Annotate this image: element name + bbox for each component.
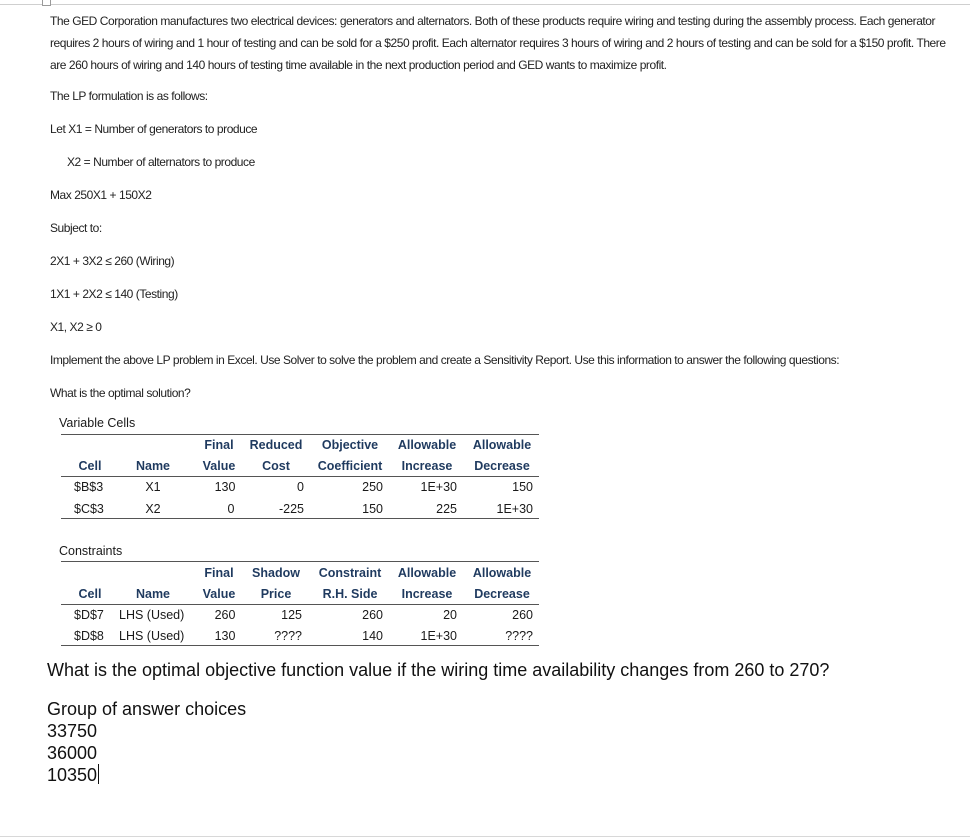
vc-row1-cell: $B$3 bbox=[74, 480, 104, 494]
ct-row2-allow-dec: ???? bbox=[505, 629, 533, 643]
ct-row2-shadow: ???? bbox=[274, 629, 302, 643]
variable-cells-top-rule bbox=[61, 434, 539, 435]
vc-row2-allow-inc: 225 bbox=[436, 502, 457, 516]
ct-row2-allow-inc: 1E+30 bbox=[420, 629, 457, 643]
ct-header-increase: Increase bbox=[401, 587, 453, 601]
vc-header-top-allow-inc: Allowable bbox=[397, 438, 457, 452]
constraints-bottom-rule bbox=[61, 645, 539, 646]
ct-header-top-constraint: Constraint bbox=[318, 566, 382, 580]
vc-row2-reduced: -225 bbox=[278, 502, 304, 516]
answer-choice-1[interactable]: 33750 bbox=[47, 721, 98, 741]
ct-header-top-allow-inc: Allowable bbox=[397, 566, 457, 580]
ct-header-value: Value bbox=[202, 587, 236, 601]
vc-header-value: Value bbox=[202, 459, 236, 473]
ct-header-name: Name bbox=[135, 587, 171, 601]
variable-cells-header-rule bbox=[61, 476, 539, 477]
vc-row1-reduced: 0 bbox=[297, 480, 304, 494]
let-x1: Let X1 = Number of generators to produce bbox=[50, 122, 258, 136]
constraint-testing: 1X1 + 2X2 ≤ 140 (Testing) bbox=[50, 287, 178, 301]
vc-row2-final: 0 bbox=[227, 502, 235, 516]
vc-row1-final: 130 bbox=[214, 480, 236, 494]
ct-header-cell: Cell bbox=[78, 587, 102, 601]
vc-header-cost: Cost bbox=[262, 459, 290, 473]
constraints-top-rule bbox=[61, 561, 539, 562]
ct-row1-cell: $D$7 bbox=[74, 608, 104, 622]
vc-row2-objective: 150 bbox=[362, 502, 383, 516]
answer-choice-2[interactable]: 36000 bbox=[47, 743, 98, 763]
vc-header-top-reduced: Reduced bbox=[249, 438, 303, 452]
constraint-wiring: 2X1 + 3X2 ≤ 260 (Wiring) bbox=[50, 254, 175, 268]
ct-row1-rhs: 260 bbox=[362, 608, 383, 622]
vc-header-name: Name bbox=[135, 459, 171, 473]
ct-header-top-allow-dec: Allowable bbox=[472, 566, 532, 580]
vc-header-top-allow-dec: Allowable bbox=[472, 438, 532, 452]
ct-row2-cell: $D$8 bbox=[74, 629, 104, 643]
ct-row1-name: LHS (Used) bbox=[119, 608, 185, 622]
text-cursor bbox=[98, 764, 99, 784]
vc-row1-allow-dec: 150 bbox=[512, 480, 533, 494]
constraints-title: Constraints bbox=[59, 544, 123, 558]
intro-paragraph: The GED Corporation manufactures two electrical devices: generators and alternators. Both of these products require wiring and testing during the assembly process. Each generator requires 2 hours of wiring and 1 hour of testing and can be sold for a $250 profit. Each alternator requires 3 hours of wiring and 2 hours of testing and can be sold for a $150 profit. There are 260 hours of wiring and 140 hours of testing time available in the next production period and GED wants to maximize profit. bbox=[50, 14, 946, 72]
vc-row2-name: X2 bbox=[145, 502, 161, 516]
subject-to: Subject to: bbox=[50, 221, 102, 235]
variable-cells-bottom-rule bbox=[61, 518, 539, 519]
non-negativity: X1, X2 ≥ 0 bbox=[50, 320, 102, 334]
ct-row1-final: 260 bbox=[214, 608, 236, 622]
ct-row2-name: LHS (Used) bbox=[119, 629, 185, 643]
ct-header-decrease: Decrease bbox=[474, 587, 530, 601]
ct-row2-rhs: 140 bbox=[362, 629, 383, 643]
ct-header-top-shadow: Shadow bbox=[252, 566, 300, 580]
objective-function: Max 250X1 + 150X2 bbox=[50, 188, 152, 202]
vc-header-decrease: Decrease bbox=[474, 459, 530, 473]
variable-cells-title: Variable Cells bbox=[59, 416, 136, 430]
answer-choice-3-text: 10350 bbox=[47, 765, 98, 785]
optimal-solution-question: What is the optimal solution? bbox=[50, 386, 191, 400]
vc-row2-allow-dec: 1E+30 bbox=[496, 502, 533, 516]
vc-row1-name: X1 bbox=[145, 480, 161, 494]
vc-row1-objective: 250 bbox=[362, 480, 383, 494]
vc-header-coefficient: Coefficient bbox=[317, 459, 383, 473]
ct-header-price: Price bbox=[260, 587, 292, 601]
instructions: Implement the above LP problem in Excel. Use Solver to solve the problem and create a Sensitivity Report. Use this information to answer the following questions: bbox=[50, 353, 840, 367]
constraints-header-rule bbox=[61, 604, 539, 605]
bottom-border bbox=[0, 836, 970, 837]
ct-row1-shadow: 125 bbox=[281, 608, 302, 622]
vc-row2-cell: $C$3 bbox=[74, 502, 104, 516]
question-text: What is the optimal objective function value if the wiring time availability changes from 260 to 270? bbox=[47, 660, 830, 680]
vc-header-cell: Cell bbox=[78, 459, 102, 473]
answer-choice-3[interactable] bbox=[47, 764, 246, 786]
formulation-label: The LP formulation is as follows: bbox=[50, 89, 208, 103]
ct-row1-allow-dec: 260 bbox=[512, 608, 533, 622]
ct-header-rhs: R.H. Side bbox=[322, 587, 378, 601]
ct-row2-final: 130 bbox=[214, 629, 236, 643]
top-border bbox=[0, 4, 970, 5]
ct-row1-allow-inc: 20 bbox=[443, 608, 457, 622]
checkbox-corner bbox=[42, 0, 51, 6]
vc-header-top-objective: Objective bbox=[321, 438, 379, 452]
choices-label: Group of answer choices bbox=[47, 699, 247, 719]
vc-header-top-final: Final bbox=[204, 438, 234, 452]
ct-header-top-final: Final bbox=[204, 566, 234, 580]
problem-statement bbox=[50, 10, 950, 400]
answer-choices bbox=[47, 698, 246, 786]
vc-header-increase: Increase bbox=[401, 459, 453, 473]
vc-row1-allow-inc: 1E+30 bbox=[420, 480, 457, 494]
x2-definition: X2 = Number of alternators to produce bbox=[67, 155, 255, 169]
